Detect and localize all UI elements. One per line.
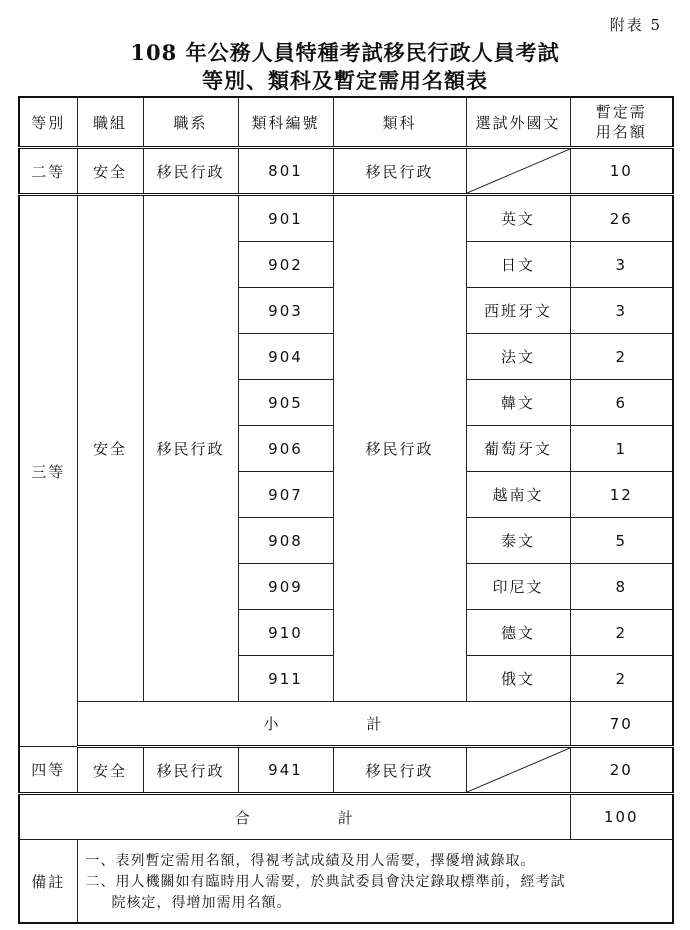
grade2-grade: 二等 (19, 148, 77, 195)
grade3-group: 安全 (77, 195, 143, 702)
grade3-language: 西班牙文 (466, 288, 570, 334)
grade3-quota: 26 (570, 195, 673, 242)
subtotal-label-a: 小 (263, 715, 281, 733)
subtotal-value: 70 (570, 702, 673, 747)
diagonal-slash (467, 149, 570, 193)
grade3-quota: 2 (570, 610, 673, 656)
total-label-b: 計 (337, 808, 355, 827)
grade3-code: 902 (238, 242, 333, 288)
grade2-series: 移民行政 (143, 148, 238, 195)
grade3-code: 908 (238, 518, 333, 564)
grade3-subject: 移民行政 (333, 195, 466, 702)
grade3-language: 越南文 (466, 472, 570, 518)
total-row (19, 794, 673, 840)
grade3-code: 901 (238, 195, 333, 242)
note-1: 一、表列暫定需用名額，得視考試成績及用人需要，擇優增減錄取。 (85, 852, 536, 869)
grade3-code: 903 (238, 288, 333, 334)
total-label-a: 合 (234, 808, 252, 827)
grade4-code: 941 (238, 747, 333, 794)
grade2-quota: 10 (570, 148, 673, 195)
grade4-grade: 四等 (19, 747, 77, 794)
header-grade: 等別 (19, 97, 77, 148)
total-value: 100 (570, 794, 673, 840)
grade3-language: 泰文 (466, 518, 570, 564)
header-group: 職組 (77, 97, 143, 148)
title-line-1: 108 年公務人員特種考試移民行政人員考試 (130, 40, 560, 65)
grade3-quota: 8 (570, 564, 673, 610)
grade3-language: 葡萄牙文 (466, 426, 570, 472)
grade3-code: 906 (238, 426, 333, 472)
grade3-quota: 12 (570, 472, 673, 518)
grade3-language: 俄文 (466, 656, 570, 702)
header-quota-line1: 暫定需 (595, 103, 647, 121)
header-subject: 類科 (333, 97, 466, 148)
grade3-quota: 2 (570, 334, 673, 380)
grade3-quota: 1 (570, 426, 673, 472)
grade2-code: 801 (238, 148, 333, 195)
total-label (19, 794, 570, 840)
appendix-label: 附表 5 (609, 16, 662, 34)
grade4-row (19, 747, 673, 794)
grade3-quota: 3 (570, 288, 673, 334)
grade3-series: 移民行政 (143, 195, 238, 702)
grade3-row-901 (19, 195, 673, 242)
grade4-quota: 20 (570, 747, 673, 794)
grade3-quota: 2 (570, 656, 673, 702)
note-2-continued: 院核定，得增加需用名額。 (111, 894, 292, 911)
grade3-quota: 5 (570, 518, 673, 564)
grade3-code: 909 (238, 564, 333, 610)
grade3-grade: 三等 (19, 195, 77, 747)
grade3-language: 德文 (466, 610, 570, 656)
grade2-language-empty (466, 148, 570, 195)
grade2-group: 安全 (77, 148, 143, 195)
grade3-language: 日文 (466, 242, 570, 288)
grade3-language: 印尼文 (466, 564, 570, 610)
grade3-code: 910 (238, 610, 333, 656)
header-series: 職系 (143, 97, 238, 148)
grade3-language: 韓文 (466, 380, 570, 426)
diagonal-slash (467, 748, 570, 792)
grade4-group: 安全 (77, 747, 143, 794)
grade2-row (19, 148, 673, 195)
grade4-language-empty (466, 747, 570, 794)
header-quota (570, 97, 673, 148)
note-2: 二、用人機關如有臨時用人需要，於典試委員會決定錄取標準前，經考試 (85, 873, 566, 890)
header-language: 選試外國文 (466, 97, 570, 148)
notes-content (77, 840, 673, 924)
subtotal-label (77, 702, 570, 747)
quota-table (18, 96, 674, 924)
grade3-subtotal-row (19, 702, 673, 747)
header-quota-line2: 用名額 (595, 123, 647, 141)
grade4-series: 移民行政 (143, 747, 238, 794)
grade3-code: 905 (238, 380, 333, 426)
grade3-quota: 6 (570, 380, 673, 426)
grade3-language: 英文 (466, 195, 570, 242)
grade3-code: 911 (238, 656, 333, 702)
title-line-2: 等別、類科及暫定需用名額表 (202, 68, 488, 93)
grade3-code: 904 (238, 334, 333, 380)
notes-label: 備註 (19, 840, 77, 924)
notes-row (19, 840, 673, 924)
subtotal-label-b: 計 (366, 715, 384, 733)
header-row (19, 97, 673, 148)
grade3-language: 法文 (466, 334, 570, 380)
grade3-quota: 3 (570, 242, 673, 288)
header-code: 類科編號 (238, 97, 333, 148)
grade3-code: 907 (238, 472, 333, 518)
grade4-subject: 移民行政 (333, 747, 466, 794)
grade2-subject: 移民行政 (333, 148, 466, 195)
